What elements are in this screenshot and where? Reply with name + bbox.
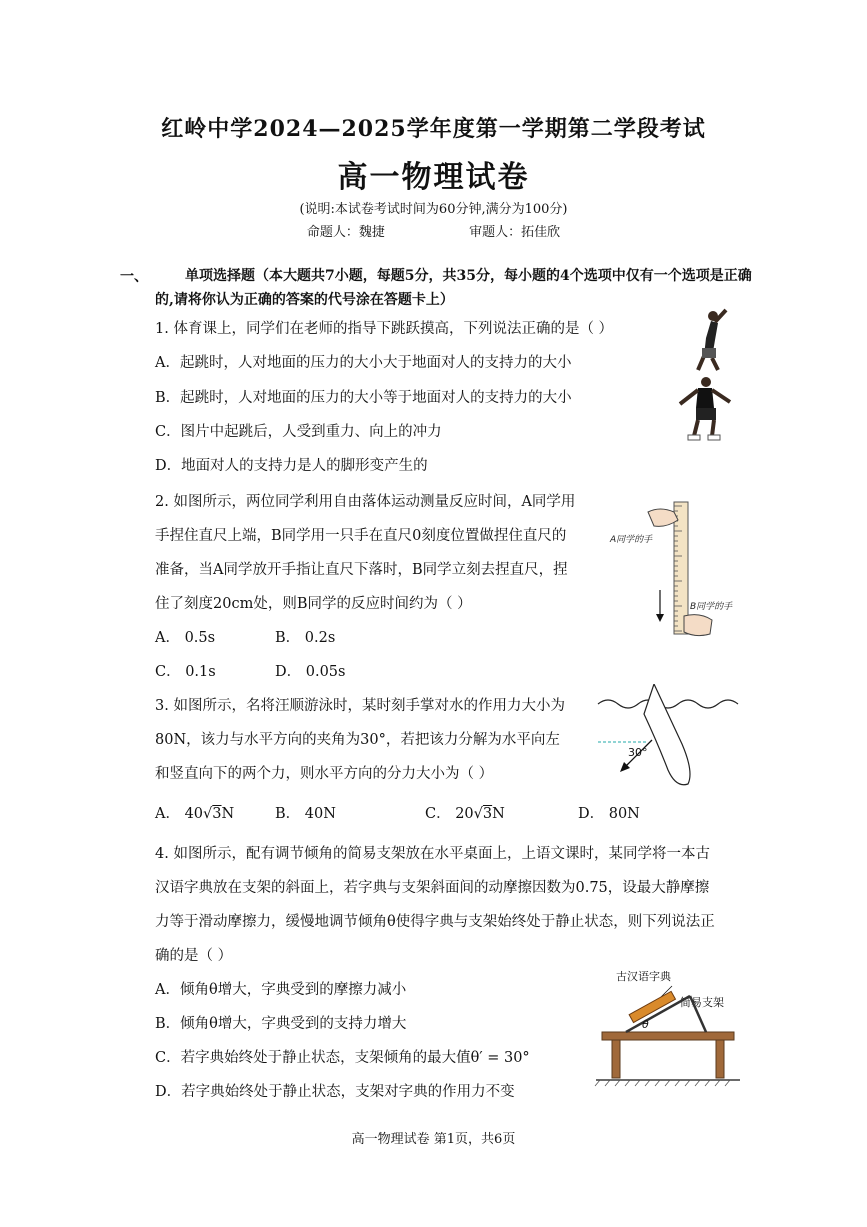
section-description: 单项选择题（本大题共7小题，每题5分，共35分，每小题的4个选项中仅有一个选项是正确的,请将你认为正确的答案的代号涂在答题卡上） bbox=[155, 268, 752, 308]
swimmer-hand-figure bbox=[596, 684, 746, 790]
q4-option-b: B．倾角θ增大，字典受到的支持力增大 bbox=[155, 1016, 407, 1032]
q4-line-1: 4. 如图所示，配有调节倾角的简易支架放在水平桌面上，上语文课时，某同学将一本古 bbox=[155, 846, 710, 862]
reviewer: 审题人：拓佳欣 bbox=[469, 225, 561, 240]
ground-hatch-line bbox=[665, 1080, 670, 1086]
exam-title: 红岭中学2024—2025学年度第一学期第二学段考试 bbox=[161, 116, 706, 142]
q4-line-4: 确的是（ ） bbox=[155, 948, 233, 964]
exam-note: (说明:本试卷考试时间为60分钟,满分为100分) bbox=[299, 202, 568, 217]
q4-option-c: C．若字典始终处于静止状态，支架倾角的最大值θ′ = 30° bbox=[155, 1050, 530, 1066]
q3-option-d: D． 80N bbox=[578, 806, 640, 822]
ground-hatch-line bbox=[635, 1080, 640, 1086]
q2-line-1: 2. 如图所示，两位同学利用自由落体运动测量反应时间，A同学用 bbox=[155, 494, 576, 510]
authors-line bbox=[0, 221, 867, 240]
setter: 命题人：魏捷 bbox=[306, 225, 385, 240]
sqrt-sign: √ bbox=[473, 806, 483, 822]
q3-option-a: A． 40√3N bbox=[155, 806, 235, 822]
ground-hatch-line bbox=[695, 1080, 700, 1086]
q1-option-a: A．起跳时，人对地面的压力的大小大于地面对人的支持力的大小 bbox=[155, 355, 572, 371]
fig-theta-label: θ bbox=[642, 1018, 649, 1031]
q3-line-1: 3. 如图所示，名将汪顺游泳时，某时刻手掌对水的作用力大小为 bbox=[155, 698, 565, 714]
ground-hatch-line bbox=[595, 1080, 600, 1086]
q4-line-3: 力等于滑动摩擦力，缓慢地调节倾角θ使得字典与支架始终处于静止状态，则下列说法正 bbox=[155, 914, 715, 930]
q2-line-2: 手捏住直尺上端，B同学用一只手在直尺0刻度位置做捏住直尺的 bbox=[155, 528, 567, 544]
q4-option-d: D．若字典始终处于静止状态，支架对字典的作用力不变 bbox=[155, 1084, 515, 1100]
q4-line-2: 汉语字典放在支架的斜面上，若字典与支架斜面间的动摩擦因数为0.75，设最大静摩擦 bbox=[155, 880, 710, 896]
q3-line-2: 80N，该力与水平方向的夹角为30°，若把该力分解为水平向左 bbox=[155, 732, 560, 748]
q2-line-4: 住了刻度20cm处，则B同学的反应时间约为（ ） bbox=[155, 596, 472, 612]
q3-option-c: C． 20√3N bbox=[425, 806, 505, 822]
q1-option-b: B．起跳时，人对地面的压力的大小等于地面对人的支持力的大小 bbox=[155, 390, 572, 406]
q2-option-a: A． 0.5s bbox=[155, 630, 216, 646]
page-footer: 高一物理试卷 第1页，共6页 bbox=[351, 1132, 516, 1147]
sqrt-sign: √ bbox=[203, 806, 213, 822]
ground-hatch-line bbox=[645, 1080, 650, 1086]
q1-option-c: C．图片中起跳后，人受到重力、向上的冲力 bbox=[155, 424, 442, 440]
dictionary-stand-figure bbox=[594, 964, 744, 1090]
subject-title: 高一物理试卷 bbox=[337, 160, 530, 195]
q2-option-c: C． 0.1s bbox=[155, 664, 216, 680]
ground-hatch-line bbox=[685, 1080, 690, 1086]
ground-hatch-line bbox=[715, 1080, 720, 1086]
q3-line-3: 和竖直向下的两个力，则水平方向的分力大小为（ ） bbox=[155, 766, 494, 782]
q2-option-b: B． 0.2s bbox=[275, 630, 336, 646]
jumping-student-figure bbox=[668, 308, 748, 444]
fig-label-dictionary: 古汉语字典 bbox=[616, 970, 671, 983]
q2-line-3: 准备，当A同学放开手指让直尺下落时，B同学立刻去捏直尺，捏 bbox=[155, 562, 568, 578]
fig-angle-label: 30° bbox=[628, 746, 648, 759]
q1-option-d: D．地面对人的支持力是人的脚形变产生的 bbox=[155, 458, 428, 474]
fig-label-stand: 简易支架 bbox=[680, 996, 724, 1009]
ground-hatch-line bbox=[615, 1080, 620, 1086]
ground-hatch-line bbox=[705, 1080, 710, 1086]
section-number: 一、 bbox=[120, 269, 148, 285]
ground-hatch-line bbox=[625, 1080, 630, 1086]
ground-hatch-line bbox=[605, 1080, 610, 1086]
ruler-reaction-figure bbox=[608, 500, 748, 650]
q3-option-b: B． 40N bbox=[275, 806, 336, 822]
ground-hatch-line bbox=[655, 1080, 660, 1086]
q2-option-d: D． 0.05s bbox=[275, 664, 346, 680]
q1-stem: 1. 体育课上，同学们在老师的指导下跳跃摸高，下列说法正确的是（ ） bbox=[155, 321, 614, 337]
q4-option-a: A．倾角θ增大，字典受到的摩擦力减小 bbox=[155, 982, 407, 998]
fig-label-a-hand: A同学的手 bbox=[610, 535, 653, 545]
ground-hatch-line bbox=[675, 1080, 680, 1086]
ground-hatch-line bbox=[725, 1080, 730, 1086]
fig-label-b-hand: B同学的手 bbox=[690, 602, 733, 612]
